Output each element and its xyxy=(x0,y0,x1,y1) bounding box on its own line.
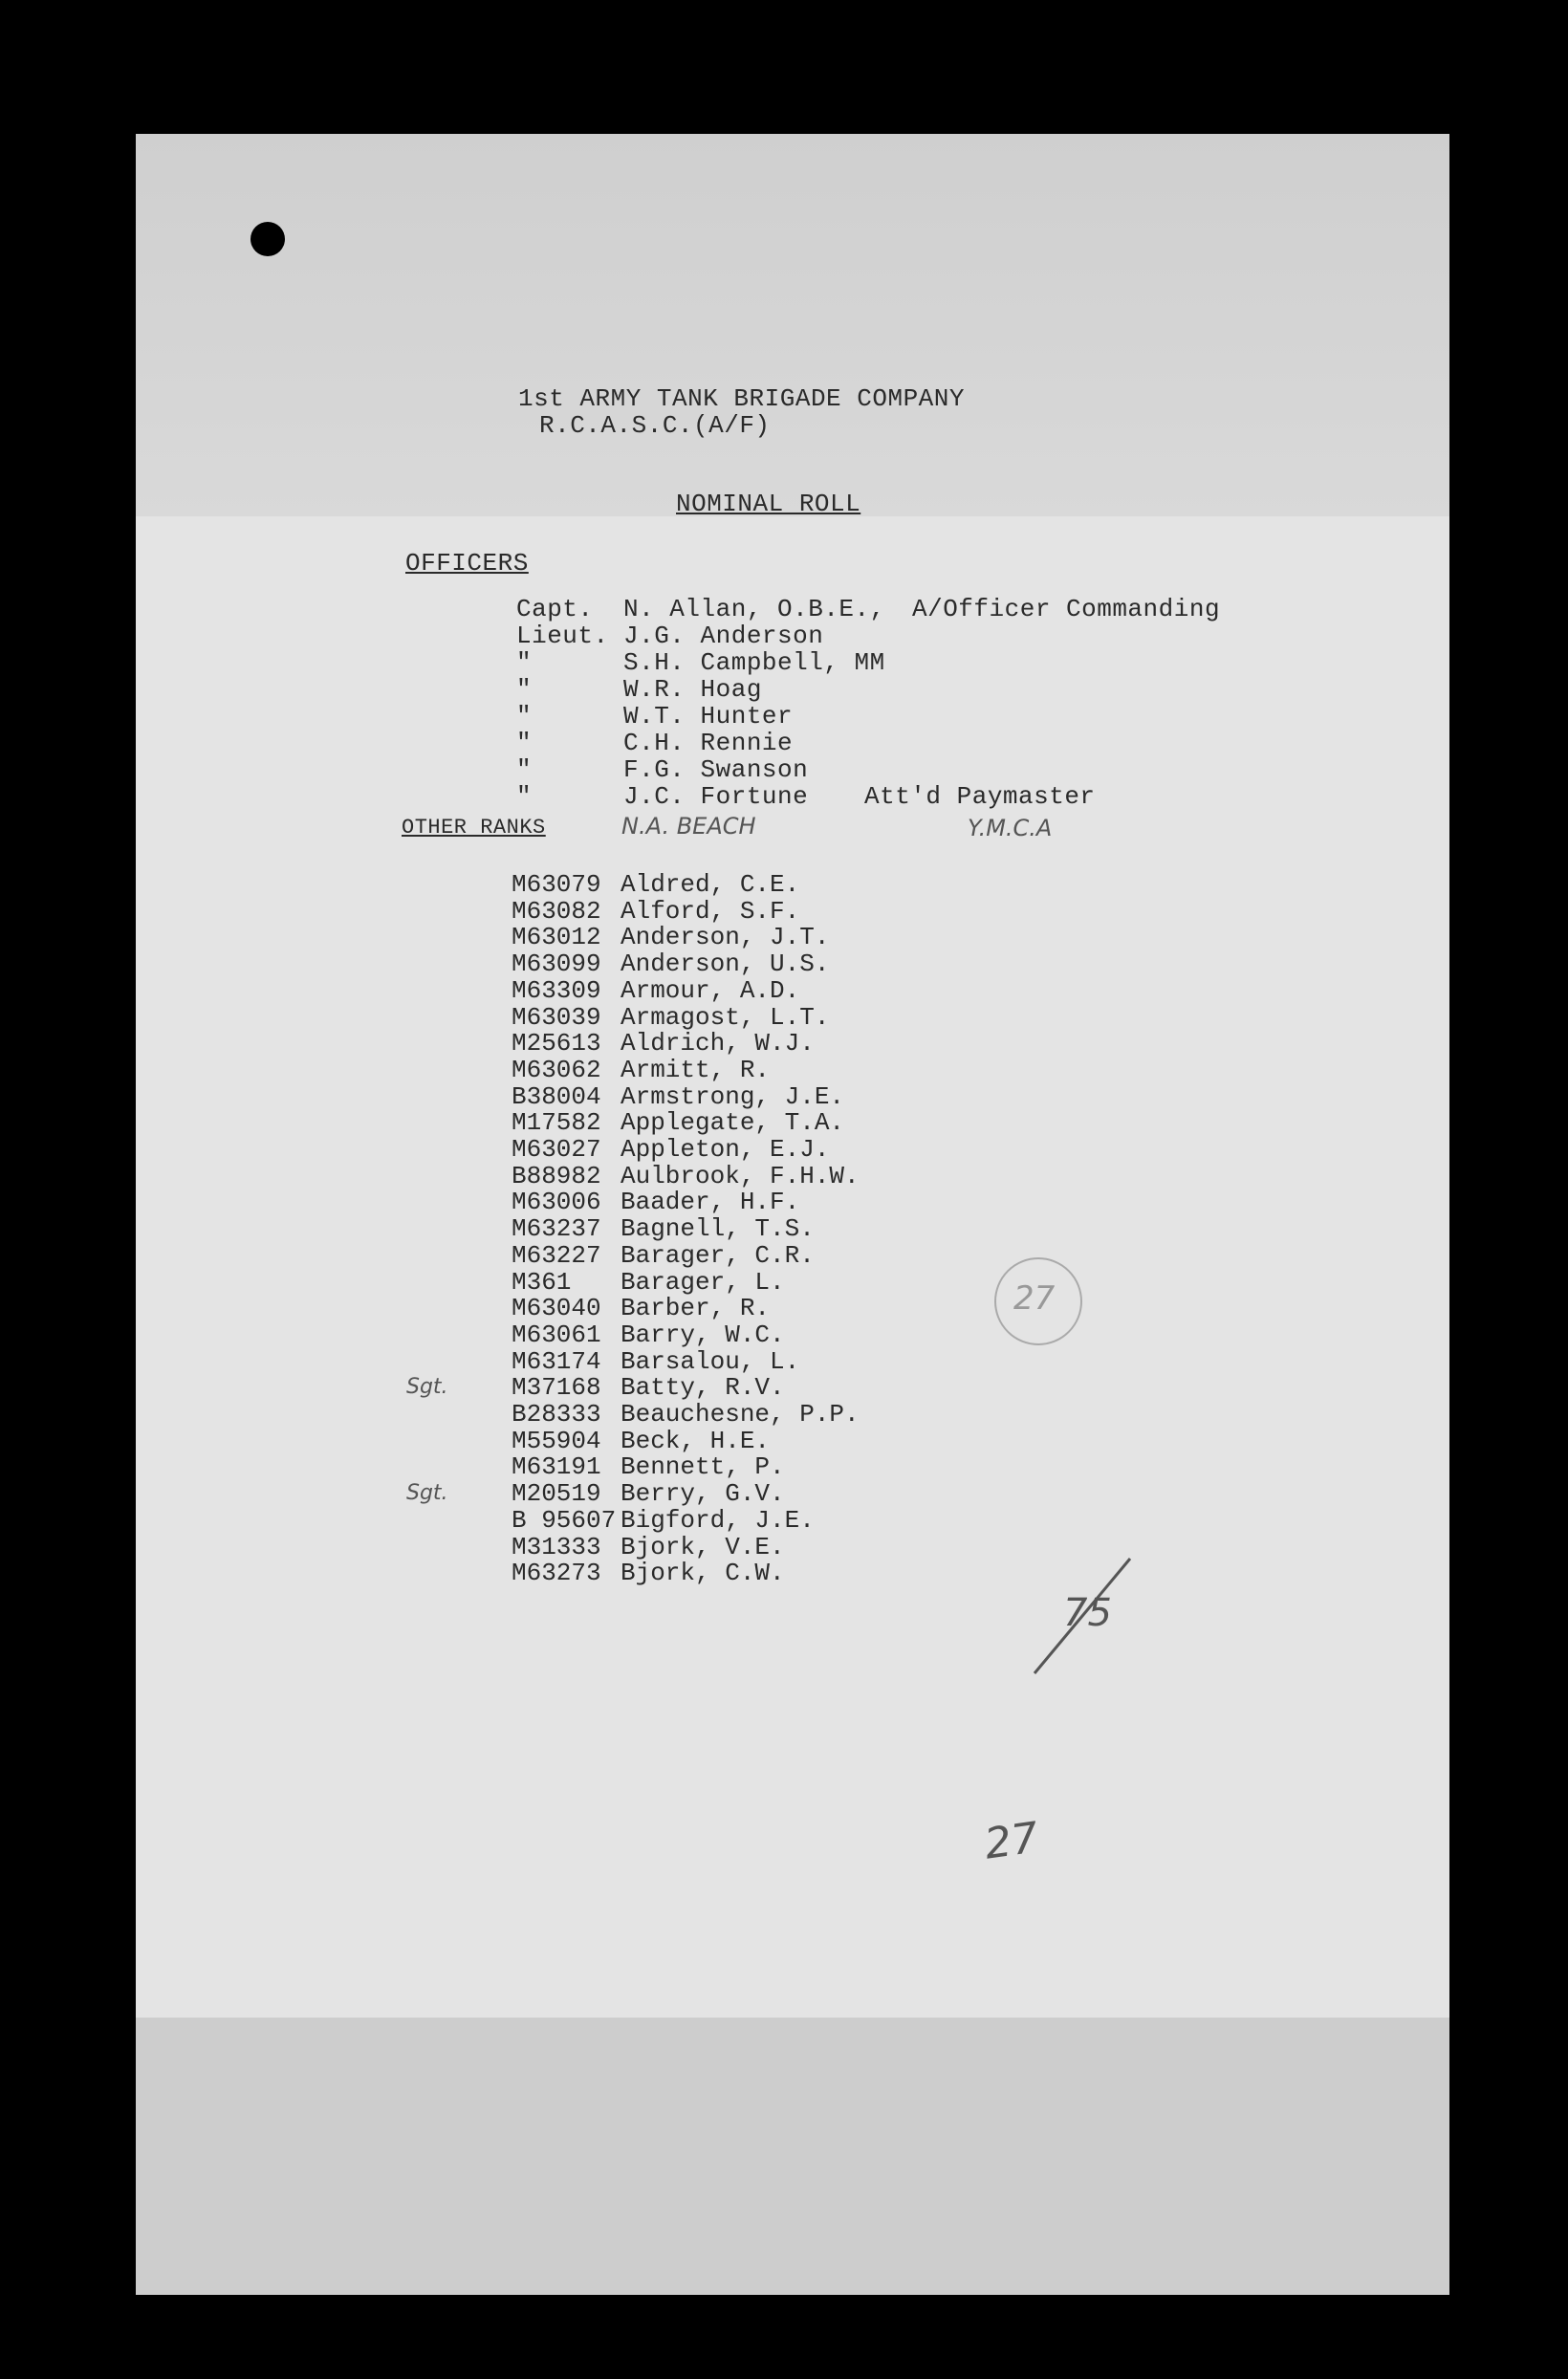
service-number: M63099 xyxy=(512,949,601,979)
stamp-number: 27 xyxy=(1013,1279,1056,1318)
handwritten-note: Y.M.C.A xyxy=(968,815,1053,841)
member-name: Aldrich, W.J. xyxy=(621,1029,815,1059)
service-number: M37168 xyxy=(512,1373,601,1403)
officer-rank: Capt. xyxy=(516,595,594,623)
member-name: Alford, S.F. xyxy=(621,896,800,926)
scan-shading-top xyxy=(136,134,1449,516)
officer-name: J.G. Anderson xyxy=(623,622,824,650)
roll-title: NOMINAL ROLL xyxy=(676,490,861,518)
officer-rank: " xyxy=(516,648,533,677)
officer-rank: Lieut. xyxy=(516,622,609,650)
member-name: Armitt, R. xyxy=(621,1055,771,1084)
member-name: Baader, H.F. xyxy=(621,1188,800,1217)
service-number: M63079 xyxy=(512,870,601,899)
member-name: Appleton, E.J. xyxy=(621,1135,830,1164)
member-name: Bennett, P. xyxy=(621,1452,785,1482)
officer-note: A/Officer Commanding xyxy=(912,595,1221,623)
officer-rank: " xyxy=(516,755,533,784)
handwritten-name: N.A. BEACH xyxy=(621,813,756,840)
member-name: Barber, R. xyxy=(621,1294,771,1323)
service-number: M31333 xyxy=(512,1532,601,1561)
service-number: M20519 xyxy=(512,1479,601,1509)
officer-rank: " xyxy=(516,729,533,757)
service-number: M63062 xyxy=(512,1055,601,1084)
member-name: Bjork, C.W. xyxy=(621,1559,785,1588)
service-number: M63012 xyxy=(512,923,601,952)
member-name: Barry, W.C. xyxy=(621,1320,785,1349)
member-name: Barager, L. xyxy=(621,1267,785,1297)
service-number: M63174 xyxy=(512,1346,601,1376)
service-number: B88982 xyxy=(512,1161,601,1190)
service-number: M63309 xyxy=(512,975,601,1005)
member-name: Armstrong, J.E. xyxy=(621,1081,845,1111)
member-name: Anderson, U.S. xyxy=(621,949,830,979)
member-name: Bigford, J.E. xyxy=(621,1505,815,1535)
member-name: Beck, H.E. xyxy=(621,1426,771,1455)
member-name: Aulbrook, F.H.W. xyxy=(621,1161,860,1190)
tally-number: 75 xyxy=(1063,1591,1112,1635)
member-name: Batty, R.V. xyxy=(621,1373,785,1403)
member-name: Berry, G.V. xyxy=(621,1479,785,1509)
service-number: M63039 xyxy=(512,1002,601,1032)
service-number: M361 xyxy=(512,1267,572,1297)
service-number: M63227 xyxy=(512,1240,601,1270)
handwritten-rank: Sgt. xyxy=(406,1375,448,1400)
title-line-2: R.C.A.S.C.(A/F) xyxy=(539,411,771,440)
service-number: B 95607 xyxy=(512,1505,617,1535)
member-name: Anderson, J.T. xyxy=(621,923,830,952)
other-ranks-heading: OTHER RANKS xyxy=(402,816,546,840)
officers-heading: OFFICERS xyxy=(405,549,529,578)
service-number: M55904 xyxy=(512,1426,601,1455)
service-number: M63082 xyxy=(512,896,601,926)
page-number: 27 xyxy=(981,1813,1042,1869)
member-name: Aldred, C.E. xyxy=(621,870,800,899)
punch-hole xyxy=(250,222,285,256)
member-name: Armagost, L.T. xyxy=(621,1002,830,1032)
member-name: Bjork, V.E. xyxy=(621,1532,785,1561)
service-number: B28333 xyxy=(512,1400,601,1429)
officer-name: F.G. Swanson xyxy=(623,755,809,784)
service-number: M63006 xyxy=(512,1188,601,1217)
member-name: Bagnell, T.S. xyxy=(621,1214,815,1244)
officer-name: W.R. Hoag xyxy=(623,675,762,704)
officer-note: Att'd Paymaster xyxy=(864,782,1096,811)
service-number: M25613 xyxy=(512,1029,601,1059)
officer-rank: " xyxy=(516,702,533,731)
member-name: Barager, C.R. xyxy=(621,1240,815,1270)
service-number: M63273 xyxy=(512,1559,601,1588)
member-name: Armour, A.D. xyxy=(621,975,800,1005)
service-number: M63040 xyxy=(512,1294,601,1323)
service-number: M63237 xyxy=(512,1214,601,1244)
handwritten-rank: Sgt. xyxy=(406,1481,448,1506)
officer-name: W.T. Hunter xyxy=(623,702,794,731)
officer-name: J.C. Fortune xyxy=(623,782,809,811)
officer-rank: " xyxy=(516,675,533,704)
service-number: M63061 xyxy=(512,1320,601,1349)
document-page xyxy=(136,134,1449,2295)
service-number: M63027 xyxy=(512,1135,601,1164)
member-name: Beauchesne, P.P. xyxy=(621,1400,860,1429)
service-number: M17582 xyxy=(512,1108,601,1138)
service-number: B38004 xyxy=(512,1081,601,1111)
service-number: M63191 xyxy=(512,1452,601,1482)
scan-shading-bottom xyxy=(136,2018,1449,2295)
officer-name: C.H. Rennie xyxy=(623,729,794,757)
member-name: Barsalou, L. xyxy=(621,1346,800,1376)
officer-name: S.H. Campbell, MM xyxy=(623,648,885,677)
officer-name: N. Allan, O.B.E., xyxy=(623,595,885,623)
officer-rank: " xyxy=(516,782,533,811)
tally-mark xyxy=(1025,1549,1149,1683)
title-line-1: 1st ARMY TANK BRIGADE COMPANY xyxy=(518,384,965,413)
member-name: Applegate, T.A. xyxy=(621,1108,845,1138)
